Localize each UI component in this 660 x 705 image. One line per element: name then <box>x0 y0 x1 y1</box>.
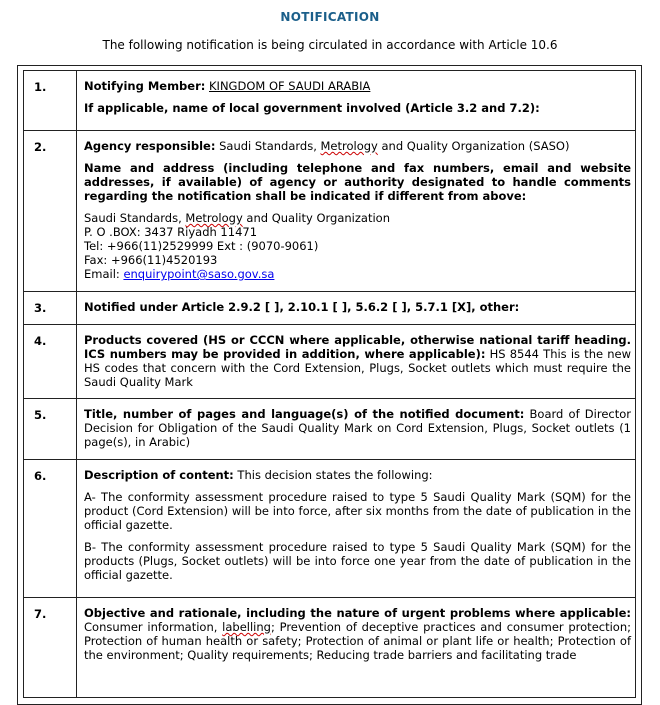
objective-text: Consumer information, labelling; Prevention of deceptive practices and consumer protection; Protection of human health or safety; Protection of animal or plant life or health; Protection of the environment; Quality requirements; Reducing trade barriers and facilitating trade <box>84 620 631 662</box>
item-number: 3. <box>34 301 47 315</box>
item-label: Description of content: <box>84 468 234 482</box>
notification-frame <box>17 65 642 705</box>
agency-name: Saudi Standards, Metrology and Quality Organization (SASO) <box>219 139 570 153</box>
item-row-7 <box>24 598 635 698</box>
address-line: P. O .BOX: 3437 Riyadh 11471 <box>84 225 258 239</box>
item-number: 2. <box>34 140 47 154</box>
item-number: 6. <box>34 469 47 483</box>
item-label: Title, number of pages and language(s) of the notified document: <box>84 407 525 421</box>
item-row-5 <box>24 399 635 460</box>
item-label: Notified under Article 2.9.2 [ ], 2.10.1 [ ], 5.6.2 [ ], 5.7.1 [X], other: <box>84 300 520 314</box>
description-paragraph-a: A- The conformity assessment procedure raised to type 5 Saudi Quality Mark (SQM) for the product (Cord Extension) will be into force, after six months from the date of publication in the official gazette. <box>84 490 631 532</box>
contact-instructions: Name and address (including telephone and fax numbers, email and website addresses, if available) of agency or authority designated to handle comments regarding the notification shall be indicated if different from above: <box>84 161 631 203</box>
address-line: Saudi Standards, Metrology and Quality Organization <box>84 211 390 225</box>
description-intro: This decision states the following: <box>233 468 433 482</box>
item-number: 4. <box>34 334 47 348</box>
telephone-line: Tel: +966(11)2529999 Ext : (9070-9061) <box>84 239 319 253</box>
email-link[interactable]: enquirypoint@saso.gov.sa <box>123 267 275 281</box>
notification-table <box>23 70 636 698</box>
notification-intro: The following notification is being circulated in accordance with Article 10.6 <box>102 38 558 52</box>
item-row-1 <box>24 71 635 131</box>
item-label: Notifying Member: <box>84 79 206 93</box>
item-row-6 <box>24 460 635 598</box>
item-label: Objective and rationale, including the nature of urgent problems where applicable: <box>84 606 631 620</box>
document-title: Board of Director Decision for Obligation of the Saudi Quality Mark on Cord Extension, Plugs, Socket outlets (1 page(s), in Arabic) <box>84 407 631 449</box>
description-paragraph-b: B- The conformity assessment procedure raised to type 5 Saudi Quality Mark (SQM) for the products (Plugs, Socket outlets) will be into force one year from the date of publication in the official gazette. <box>84 540 631 582</box>
item-row-3 <box>24 292 635 325</box>
notifying-member: KINGDOM OF SAUDI ARABIA <box>209 79 371 93</box>
item-label: Agency responsible: <box>84 139 216 153</box>
email-line: Email: enquirypoint@saso.gov.sa <box>84 267 275 281</box>
item-number: 1. <box>34 80 47 94</box>
products-covered: HS 8544 This is the new HS codes that concern with the Cord Extension, Plugs, Socket outlets which must require the Saudi Quality Mark <box>84 347 631 389</box>
notification-title: NOTIFICATION <box>280 10 380 24</box>
local-government-label: If applicable, name of local government involved (Article 3.2 and 7.2): <box>84 101 540 115</box>
item-row-2 <box>24 131 635 292</box>
item-number: 5. <box>34 408 47 422</box>
item-label: Products covered (HS or CCCN where applicable, otherwise national tariff heading. ICS numbers may be provided in addition, where applicable): <box>84 333 631 361</box>
item-row-4 <box>24 325 635 399</box>
item-number: 7. <box>34 607 47 621</box>
fax-line: Fax: +966(11)4520193 <box>84 253 218 267</box>
